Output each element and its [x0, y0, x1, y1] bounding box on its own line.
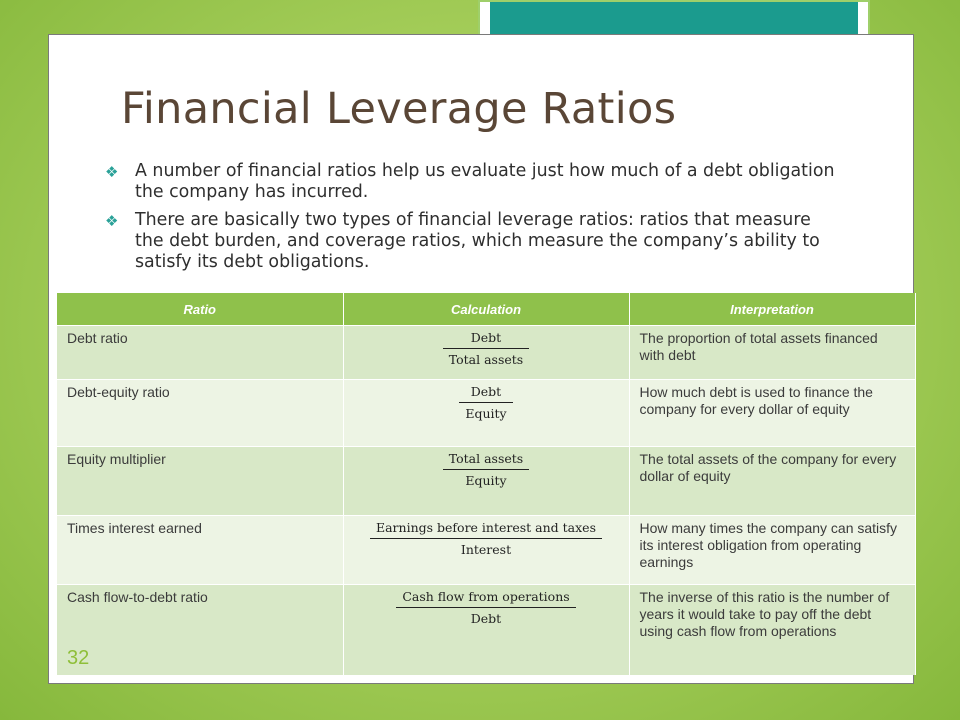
formula-denominator: Equity — [465, 406, 507, 421]
formula-denominator: Interest — [460, 542, 512, 557]
interpretation-text: How much debt is used to finance the company for every dollar of equity — [629, 380, 915, 447]
interpretation-text: The inverse of this ratio is the number of years it would take to pay off the debt using cash flow from operations — [629, 585, 915, 675]
slide-panel — [48, 34, 914, 684]
formula-denominator: Debt — [470, 611, 502, 626]
bullet-text: A number of financial ratios help us evaluate just how much of a debt obligation the company has incurred. — [135, 161, 835, 202]
ratio-name: Debt ratio — [57, 326, 343, 380]
calculation-formula — [343, 447, 629, 516]
ratio-name: Debt-equity ratio — [57, 380, 343, 447]
interpretation-text: The total assets of the company for every dollar of equity — [629, 447, 915, 516]
table-header-row — [57, 293, 915, 326]
column-header-ratio: Ratio — [57, 293, 343, 326]
ratio-name: Cash flow-to-debt ratio — [57, 585, 343, 675]
table-row — [57, 585, 915, 675]
formula-denominator: Equity — [465, 473, 507, 488]
slide-title: Financial Leverage Ratios — [121, 84, 677, 134]
formula-denominator: Total assets — [448, 352, 524, 367]
calculation-formula — [343, 585, 629, 675]
ratio-name: Times interest earned — [57, 516, 343, 585]
formula-numerator: Cash flow from operations — [396, 588, 575, 608]
interpretation-text: The proportion of total assets financed with debt — [629, 326, 915, 380]
bullet-item — [105, 210, 835, 273]
formula-numerator: Total assets — [443, 450, 529, 470]
formula-numerator: Debt — [443, 329, 529, 349]
bullet-text: There are basically two types of financial leverage ratios: ratios that measure the debt burden, and coverage ratios, which measure the company’s ability to satisfy its debt obligations. — [135, 210, 820, 272]
slide-page-number: 32 — [67, 647, 90, 669]
square-bullet-icon: ❖ — [105, 212, 119, 230]
table-row — [57, 380, 915, 447]
table-row — [57, 447, 915, 516]
formula-numerator: Earnings before interest and taxes — [370, 519, 602, 539]
formula-numerator: Debt — [459, 383, 512, 403]
calculation-formula — [343, 516, 629, 585]
table-row — [57, 516, 915, 585]
calculation-formula — [343, 326, 629, 380]
bullet-item — [105, 161, 835, 203]
interpretation-text: How many times the company can satisfy its interest obligation from operating earnings — [629, 516, 915, 585]
column-header-interpretation: Interpretation — [629, 293, 915, 326]
column-header-calculation: Calculation — [343, 293, 629, 326]
bullet-list — [105, 161, 835, 280]
calculation-formula — [343, 380, 629, 447]
table-row — [57, 326, 915, 380]
square-bullet-icon: ❖ — [105, 163, 119, 181]
ratio-name: Equity multiplier — [57, 447, 343, 516]
leverage-ratios-table — [57, 293, 916, 675]
